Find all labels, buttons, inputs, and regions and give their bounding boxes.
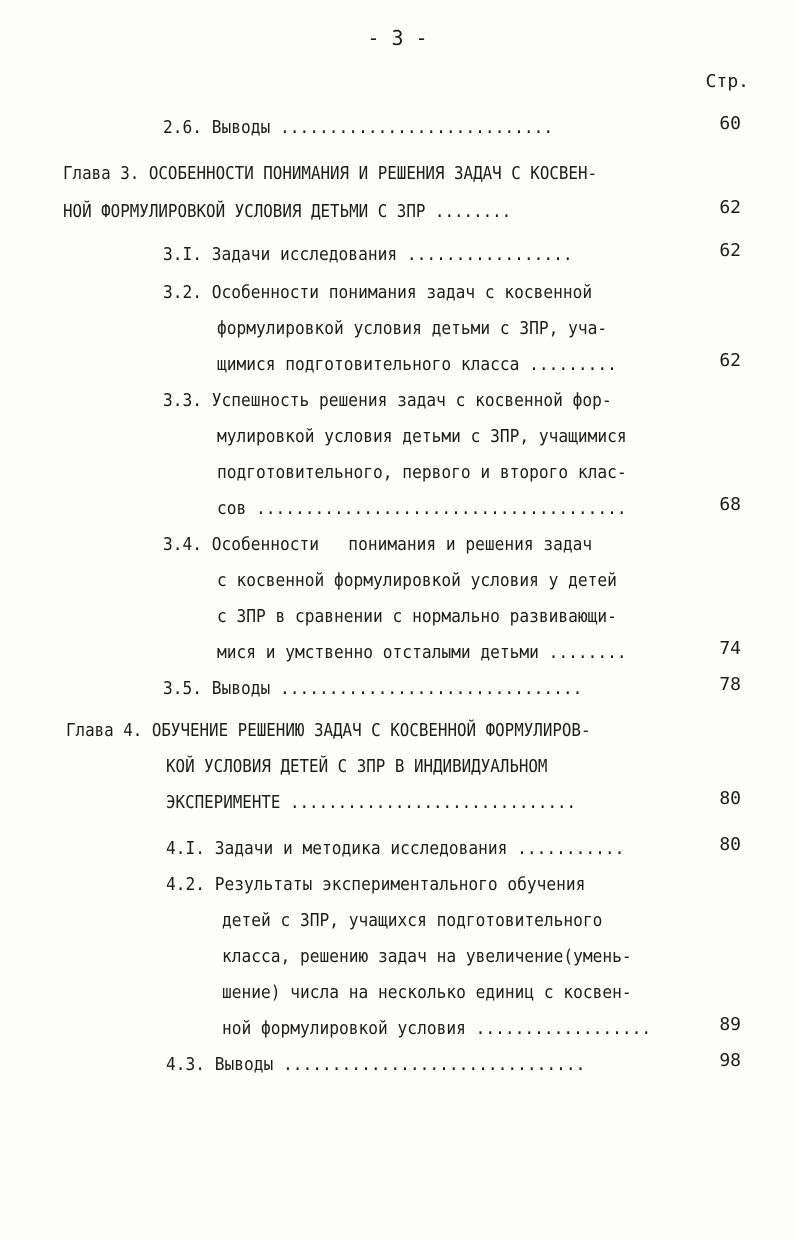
toc-entry-4-2-line-1: 4.2. Результаты экспериментального обучения	[166, 874, 586, 895]
toc-entry-3-2-line-1: 3.2. Особенности понимания задач с косвенной	[163, 282, 593, 303]
toc-chapter-4-line-2: КОЙ УСЛОВИЯ ДЕТЕЙ С ЗПР В ИНДИВИДУАЛЬНОМ	[166, 756, 548, 777]
toc-entry-4-1: 4.I. Задачи и методика исследования ...........	[166, 838, 625, 859]
pages-column-header: Стр.	[705, 71, 749, 92]
toc-entry-4-3: 4.3. Выводы ...............................	[166, 1054, 586, 1075]
toc-page-3-3: 68	[719, 494, 741, 515]
toc-entry-3-4-line-4: мися и умственно отсталыми детьми ........	[217, 642, 627, 663]
toc-page-2-6: 60	[719, 113, 741, 134]
toc-chapter-3-line-1: Глава 3. ОСОБЕННОСТИ ПОНИМАНИЯ И РЕШЕНИЯ ЗАДАЧ С КОСВЕН-	[63, 163, 598, 184]
toc-entry-3-3-line-4: сов ......................................	[217, 498, 627, 519]
toc-page-4-2: 89	[719, 1014, 741, 1035]
toc-page-3-1: 62	[719, 240, 741, 261]
toc-chapter-4-line-3: ЭКСПЕРИМЕНТЕ ..............................	[166, 792, 577, 813]
toc-page-chapter-4: 80	[719, 788, 741, 809]
toc-chapter-3-line-2: НОЙ ФОРМУЛИРОВКОЙ УСЛОВИЯ ДЕТЬМИ С ЗПР ........	[63, 201, 512, 222]
toc-page-3-5: 78	[719, 674, 741, 695]
toc-entry-3-4-line-1: 3.4. Особенности понимания и решения задач	[163, 534, 593, 555]
toc-page-4-1: 80	[719, 834, 741, 855]
toc-page-3-4: 74	[719, 638, 741, 659]
toc-entry-3-2-line-2: формулировкой условия детьми с ЗПР, уча-	[217, 318, 608, 339]
toc-page-chapter-3: 62	[719, 197, 741, 218]
toc-entry-3-4-line-3: с ЗПР в сравнении с нормально развивающи-	[217, 606, 617, 627]
toc-chapter-4-line-1: Глава 4. ОБУЧЕНИЕ РЕШЕНИЮ ЗАДАЧ С КОСВЕННОЙ ФОРМУЛИРОВ-	[66, 720, 591, 741]
toc-entry-3-5: 3.5. Выводы ...............................	[163, 678, 583, 699]
toc-entry-4-2-line-5: ной формулировкой условия ..................	[222, 1018, 652, 1039]
toc-entry-4-2-line-2: детей с ЗПР, учащихся подготовительного	[222, 910, 603, 931]
toc-entry-3-3-line-1: 3.3. Успешность решения задач с косвенной фор-	[163, 390, 612, 411]
toc-entry-3-4-line-2: с косвенной формулировкой условия у детей	[217, 570, 617, 591]
toc-entry-3-3-line-2: мулировкой условия детьми с ЗПР, учащимися	[217, 426, 627, 447]
toc-entry-2-6: 2.6. Выводы ............................	[163, 117, 554, 138]
toc-entry-3-3-line-3: подготовительного, первого и второго клас-	[217, 462, 627, 483]
toc-page-4-3: 98	[719, 1050, 741, 1071]
page-number: - 3 -	[367, 26, 428, 50]
toc-entry-3-2-line-3: щимися подготовительного класса .........	[217, 354, 617, 375]
toc-entry-4-2-line-3: класса, решению задач на увеличение(умень-	[222, 946, 632, 967]
toc-entry-3-1: 3.I. Задачи исследования .................	[163, 244, 573, 265]
toc-entry-4-2-line-4: шение) числа на несколько единиц с косвен-	[222, 982, 632, 1003]
toc-page-3-2: 62	[719, 350, 741, 371]
